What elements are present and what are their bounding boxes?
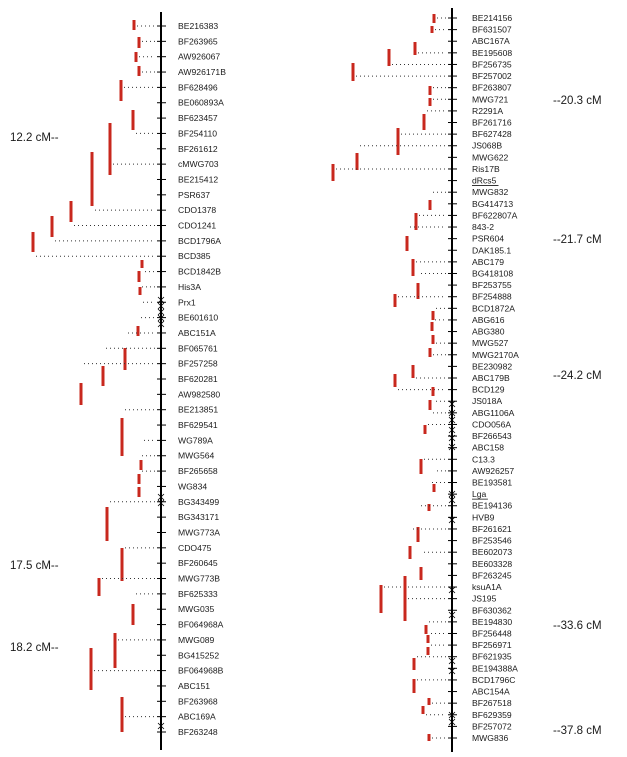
marker-label: BCD1796A (178, 235, 221, 246)
marker-label: ABG1106A (472, 407, 515, 418)
marker-label: BF621935 (472, 651, 512, 662)
marker-label: MWG564 (178, 450, 215, 461)
marker-label: BF623457 (178, 113, 218, 124)
marker-label: ABG380 (472, 326, 505, 337)
marker-label: MWG773B (178, 573, 221, 584)
marker-label: BCD385 (178, 251, 211, 262)
marker-label: BF263248 (178, 727, 218, 737)
right-linkage-group (333, 8, 519, 752)
marker-label: BF265658 (178, 466, 218, 477)
marker-label: BF620281 (178, 374, 218, 384)
marker-label: BF254888 (472, 291, 512, 302)
marker-label: HVB9 (472, 512, 495, 523)
marker-label: BF256448 (472, 628, 512, 639)
marker-label: BG418108 (472, 268, 514, 279)
marker-label: BF064968A (178, 619, 224, 630)
marker-label: BF263968 (178, 696, 218, 707)
marker-label: ABC179 (472, 256, 505, 267)
marker-label: BCD1872A (472, 303, 515, 314)
marker-label: BF261716 (472, 117, 512, 128)
cm-position-label: 18.2 cM-- (10, 642, 59, 654)
marker-label: His3A (178, 281, 201, 292)
marker-label: BF256971 (472, 640, 512, 651)
marker-label: BF257072 (472, 721, 512, 732)
cm-position-label: --20.3 cM (553, 95, 602, 107)
marker-label: BCD1842B (178, 266, 221, 277)
marker-label: ABC169A (178, 711, 216, 722)
marker-label: BF261621 (472, 523, 512, 534)
marker-label: BE194388A (472, 663, 518, 674)
marker-label: AW982580 (178, 389, 221, 400)
marker-label: Prx1 (178, 297, 196, 308)
marker-label: Lga (472, 489, 487, 500)
marker-label: ksuA1A (472, 582, 502, 593)
marker-label: ABC154A (472, 686, 510, 697)
marker-label: dRcs5 (472, 175, 497, 186)
marker-label: MWG836 (472, 733, 509, 743)
marker-label: BE216383 (178, 21, 219, 31)
marker-label: JS068B (472, 140, 503, 151)
marker-label: ABC151 (178, 680, 211, 691)
marker-label: C13.3 (472, 454, 495, 465)
marker-label: BF263245 (472, 570, 512, 581)
marker-label: BE603328 (472, 558, 513, 569)
marker-label: BG343171 (178, 512, 220, 523)
marker-label: MWG622 (472, 152, 509, 163)
marker-label: BF628496 (178, 82, 218, 93)
marker-label: BF257002 (472, 71, 512, 82)
marker-label: BF263807 (472, 82, 512, 93)
marker-label: BE060893A (178, 97, 224, 108)
marker-label: PSR637 (178, 189, 211, 200)
marker-label: AW926171B (178, 67, 226, 78)
marker-label: BF254110 (178, 128, 218, 139)
marker-label: cMWG703 (178, 159, 219, 170)
marker-label: BE194136 (472, 500, 513, 511)
marker-label: MWG527 (472, 338, 509, 349)
marker-label: CDO1378 (178, 205, 217, 216)
cm-position-label: --21.7 cM (553, 234, 602, 246)
marker-label: BF629359 (472, 709, 512, 720)
marker-label: BE230982 (472, 361, 513, 372)
marker-label: BF064968B (178, 665, 224, 676)
marker-label: BF253755 (472, 280, 512, 291)
marker-label: PSR604 (472, 233, 505, 244)
marker-label: BF631507 (472, 24, 512, 35)
marker-label: BE215412 (178, 174, 219, 185)
marker-label: MWG2170A (472, 349, 519, 360)
marker-label: BF630362 (472, 605, 512, 616)
marker-label: ABG616 (472, 314, 505, 325)
marker-label: BE213851 (178, 404, 219, 415)
marker-label: BCD129 (472, 384, 505, 395)
marker-label: WG834 (178, 481, 208, 492)
marker-label: DAK185.1 (472, 245, 512, 256)
marker-label: BE602073 (472, 547, 513, 558)
marker-label: BF629541 (178, 420, 218, 431)
marker-label: BF260645 (178, 558, 218, 569)
marker-label: AW926067 (178, 51, 221, 62)
marker-label: BF263965 (178, 36, 218, 47)
marker-label: MWG773A (178, 527, 221, 538)
marker-label: JS018A (472, 396, 503, 407)
marker-label: MWG089 (178, 634, 215, 645)
marker-label: ABC151A (178, 327, 216, 338)
marker-label: BF253546 (472, 535, 512, 546)
marker-label: BF065761 (178, 343, 218, 354)
marker-label: JS195 (472, 593, 497, 604)
marker-label: BG414713 (472, 198, 514, 209)
marker-label: BF266543 (472, 431, 512, 442)
marker-label: BE214156 (472, 13, 513, 23)
cm-position-label: --37.8 cM (553, 725, 602, 737)
marker-label: R2291A (472, 105, 504, 116)
marker-label: BCD1796C (472, 674, 516, 685)
marker-label: BF627428 (472, 129, 512, 140)
left-linkage-group (33, 12, 226, 750)
marker-label: BG415252 (178, 650, 220, 661)
marker-label: BE194830 (472, 616, 513, 627)
marker-label: BG343499 (178, 496, 220, 507)
marker-label: CDO1241 (178, 220, 217, 231)
marker-label: BF267518 (472, 698, 512, 709)
marker-label: MWG721 (472, 94, 509, 105)
marker-label: BE193581 (472, 477, 513, 488)
cm-position-label: 17.5 cM-- (10, 560, 59, 572)
cm-position-label: --33.6 cM (553, 620, 602, 632)
marker-label: BF625333 (178, 588, 218, 599)
marker-label: MWG832 (472, 187, 509, 198)
marker-label: Ris17B (472, 163, 500, 174)
marker-label: ABC179B (472, 373, 510, 383)
marker-label: ABC158 (472, 442, 505, 453)
marker-label: BE195608 (472, 47, 513, 58)
cm-position-label: 12.2 cM-- (10, 132, 59, 144)
marker-label: BF622807A (472, 210, 518, 221)
marker-label: CDO475 (178, 542, 212, 553)
marker-label: BF257258 (178, 358, 218, 369)
marker-label: ABC167A (472, 36, 510, 47)
marker-label: AW926257 (472, 465, 515, 476)
marker-label: MWG035 (178, 604, 215, 615)
marker-label: BF256735 (472, 59, 512, 70)
marker-label: BF261612 (178, 143, 218, 154)
cm-position-label: --24.2 cM (553, 370, 602, 382)
marker-label: BE601610 (178, 312, 219, 323)
marker-label: CDO056A (472, 419, 512, 430)
marker-label: WG789A (178, 435, 213, 446)
marker-label: 843-2 (472, 222, 494, 233)
